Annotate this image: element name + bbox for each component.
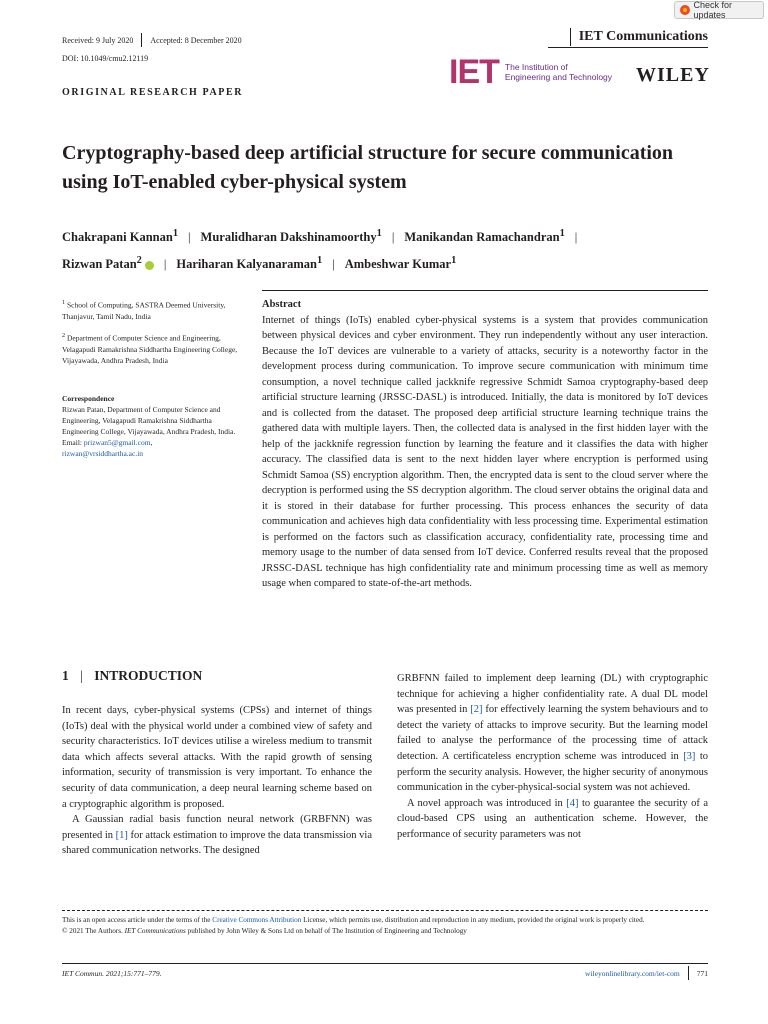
author-affiliation-sup: 2 bbox=[136, 255, 142, 267]
divider: | bbox=[80, 668, 83, 683]
page-footer-right bbox=[585, 966, 708, 980]
author-affiliation-sup: 1 bbox=[451, 255, 457, 267]
iet-logo-text bbox=[505, 62, 612, 82]
accepted-date: Accepted: 8 December 2020 bbox=[150, 35, 242, 45]
abstract-heading: Abstract bbox=[262, 299, 302, 310]
check-for-updates-label: Check for updates bbox=[693, 0, 733, 20]
license-link[interactable]: Creative Commons Attribution bbox=[212, 916, 302, 924]
abstract-rule bbox=[262, 290, 708, 291]
correspondence: Correspondence Rizwan Patan, Department of Computer Science and Engineering, Velagapudi Ramakrishna Siddhartha Engineering College, Vijayawada, Andhra Pradesh, India. Email: prizwan5@gmail.com, rizwan@vrsiddhartha.ac.in bbox=[62, 394, 236, 458]
affiliation-sup: 2 bbox=[62, 332, 66, 339]
footnote-rule bbox=[62, 910, 708, 911]
citation-text: IET Commun. 2021;15:771–779. bbox=[62, 969, 162, 978]
text-run: published by John Wiley & Sons Ltd on behalf of The Institution of Engineering and Technology bbox=[185, 927, 467, 935]
affiliation-1 bbox=[62, 297, 250, 322]
divider: | bbox=[188, 230, 191, 245]
iet-line2: Engineering and Technology bbox=[504, 72, 613, 82]
wiley-logo: WILEY bbox=[636, 64, 710, 86]
email-link[interactable]: prizwan5@gmail.com bbox=[83, 438, 151, 447]
affiliation-text: Department of Computer Science and Engineering, Velagapudi Ramakrishna Siddhartha Engineering College, Vijayawada, Andhra Pradesh, India bbox=[62, 333, 238, 365]
citation-link[interactable]: [2] bbox=[470, 704, 483, 716]
divider: | bbox=[574, 230, 578, 245]
received-date: Received: 9 July 2020 bbox=[62, 35, 134, 45]
divider: | bbox=[163, 257, 167, 272]
author-list bbox=[62, 222, 722, 276]
author-name[interactable]: Ambeshwar Kumar bbox=[344, 257, 452, 272]
citation-link[interactable]: [1] bbox=[115, 829, 128, 841]
section-number: 1 bbox=[62, 668, 69, 683]
author-name[interactable]: Hariharan Kalyanaraman bbox=[176, 257, 318, 272]
iet-logo bbox=[449, 53, 613, 91]
divider: | bbox=[332, 257, 335, 272]
section-title: INTRODUCTION bbox=[94, 668, 203, 683]
check-for-updates-button[interactable] bbox=[674, 1, 764, 19]
text-run: A Gaussian radial basis function neural network (GRBFNN) was presented in bbox=[62, 814, 372, 841]
text-run: A novel approach was introduced in bbox=[407, 797, 567, 809]
divider bbox=[688, 966, 689, 980]
paragraph: In recent days, cyber-physical systems (CPSs) and internet of things (IoTs) deal with the physical world under a combined view of safety and security characteristics. IoT devices utilise a wireless medium to transmit data which affects several attacks. With the rapid growth of sensing information, security of transmission is very important. To enhance the security of data communication, a deep neural learning scheme based on a cryptographic algorithm is proposed. bbox=[62, 705, 372, 810]
crossmark-icon bbox=[680, 5, 690, 15]
abstract bbox=[262, 297, 708, 592]
author-name[interactable]: Muralidharan Dakshinamoorthy bbox=[200, 230, 377, 245]
text-run: License, which permits use, distribution and reproduction in any medium, provided the original work is properly cited. bbox=[301, 916, 645, 924]
license-note bbox=[62, 915, 708, 937]
citation-line bbox=[62, 969, 161, 978]
text-run: GRBFNN failed to implement deep learning (DL) with cryptographic technique for achieving a higher confidentiality rate. A dual DL model was presented in bbox=[397, 673, 708, 716]
correspondence-heading: Correspondence bbox=[62, 394, 115, 403]
email-link[interactable]: rizwan@vrsiddhartha.ac.in bbox=[62, 449, 144, 458]
journal-name: IET Communications bbox=[578, 29, 708, 44]
journal-url-link[interactable]: wileyonlinelibrary.com/iet-com bbox=[585, 968, 680, 978]
citation-link[interactable]: [3] bbox=[683, 750, 696, 762]
article-dates bbox=[62, 33, 242, 47]
iet-logo-mark: IET bbox=[449, 53, 499, 91]
text-run: for effectively learning the system behaviours and to detect the variety of attacks to improve security. But the learning model failed to analyse the performance of the processing time of attack detection. A certificateless encryption scheme was introduced in bbox=[397, 704, 708, 762]
header-rule bbox=[548, 47, 708, 48]
affiliation-sup: 1 bbox=[62, 299, 66, 306]
iet-line1: The Institution of bbox=[504, 62, 568, 72]
author-affiliation-sup: 1 bbox=[376, 228, 382, 239]
correspondence-text: Rizwan Patan, Department of Computer Science and Engineering, Velagapudi Ramakrishna Siddhartha Engineering College, Vijayawada, Andhra Pradesh, India. bbox=[62, 405, 236, 436]
divider bbox=[141, 33, 142, 47]
divider bbox=[570, 28, 571, 46]
author-affiliation-sup: 1 bbox=[317, 255, 323, 267]
author-name[interactable]: Manikandan Ramachandran bbox=[404, 230, 560, 245]
paragraph bbox=[397, 671, 708, 796]
text-run: This is an open access article under the terms of the bbox=[62, 916, 213, 924]
abstract-body: Internet of things (IoTs) enabled cyber-physical systems is a system that provides communication between physical devices and cyber environment. They run independently without any user interaction. Because the IoT devices are vulnerable to a variety of attacks, security is a noteworthy factor in the development process during communication. To improve secure communication with minimum time consumption, a novel technique called jackknife regressive Schmidt Samoa cryptography-based deep artificial structure learning (JRSSC-DASL) is introduced. Initially, the data is monitored by IoT devices and is collected from the dataset. The proposed deep artificial structure learning technique trains the gathered data with multiple layers. Then, the collected data is analysed in the first hidden layer with the help of the jackknife regression function by learning the feature and it classifies the data with higher accuracy. The classified data is sent to the next hidden layer where encryption is performed using Schmidt Samoa (SS) encryption algorithm. Then, the encrypted data is sent to the cloud server where the decryption is performed using the SS decryption algorithm. The cloud server obtains the original data and it is stored in their database for further processing. This process enhances the security of data communication and achieves high data confidentiality with less processing time. Experimental estimation is performed on the factors such as classification accuracy, confidentiality rate, processing time and memory usage to the number of data sensed from IoT device. Conferred results reveal that the proposed JRSSC-DASL technique has high confidentiality rate and minimum processing time as well as memory usage when compared to state-of-the-art methods. bbox=[262, 314, 708, 589]
author-affiliation-sup: 1 bbox=[559, 228, 565, 239]
text-run: © 2021 The Authors. bbox=[62, 927, 125, 935]
author-name[interactable]: Rizwan Patan bbox=[62, 257, 137, 272]
copyright-text bbox=[62, 926, 708, 937]
page-number: 771 bbox=[696, 968, 708, 978]
author-name[interactable]: Chakrapani Kannan bbox=[62, 230, 173, 245]
license-text bbox=[62, 915, 708, 926]
doi[interactable]: DOI: 10.1049/cmu2.12119 bbox=[62, 54, 149, 63]
body-column-right bbox=[397, 671, 708, 843]
section-heading-introduction bbox=[62, 668, 202, 684]
text-run: for attack estimation to improve the data transmission via shared communication networks. The designed bbox=[62, 829, 372, 857]
affiliation-text: School of Computing, SASTRA Deemed University, Thanjavur, Tamil Nadu, India bbox=[62, 300, 226, 321]
divider: | bbox=[391, 230, 395, 245]
paragraph bbox=[397, 796, 708, 843]
article-title: Cryptography-based deep artificial structure for secure communication using IoT-enabled cyber-physical system bbox=[62, 142, 674, 193]
article-type: ORIGINAL RESEARCH PAPER bbox=[62, 87, 244, 98]
journal-name-italic: IET Communications bbox=[124, 927, 186, 935]
orcid-icon[interactable] bbox=[145, 261, 154, 270]
email-label: Email: bbox=[62, 438, 84, 447]
body-column-left bbox=[62, 703, 372, 859]
affiliation-2 bbox=[62, 330, 250, 366]
author-affiliation-sup: 1 bbox=[172, 228, 179, 239]
text-run: to guarantee the security of a cloud-based CPS using an authentication scheme. However, the performance of security parameters was not bbox=[397, 797, 708, 840]
text-run: to perform the security analysis. However, the higher security of anonymous communication in the cyber-physical-social system was not achieved. bbox=[397, 750, 708, 794]
bottom-rule bbox=[62, 963, 708, 964]
journal-name-header bbox=[570, 28, 708, 46]
paragraph bbox=[62, 812, 372, 859]
citation-link[interactable]: [4] bbox=[566, 797, 579, 809]
